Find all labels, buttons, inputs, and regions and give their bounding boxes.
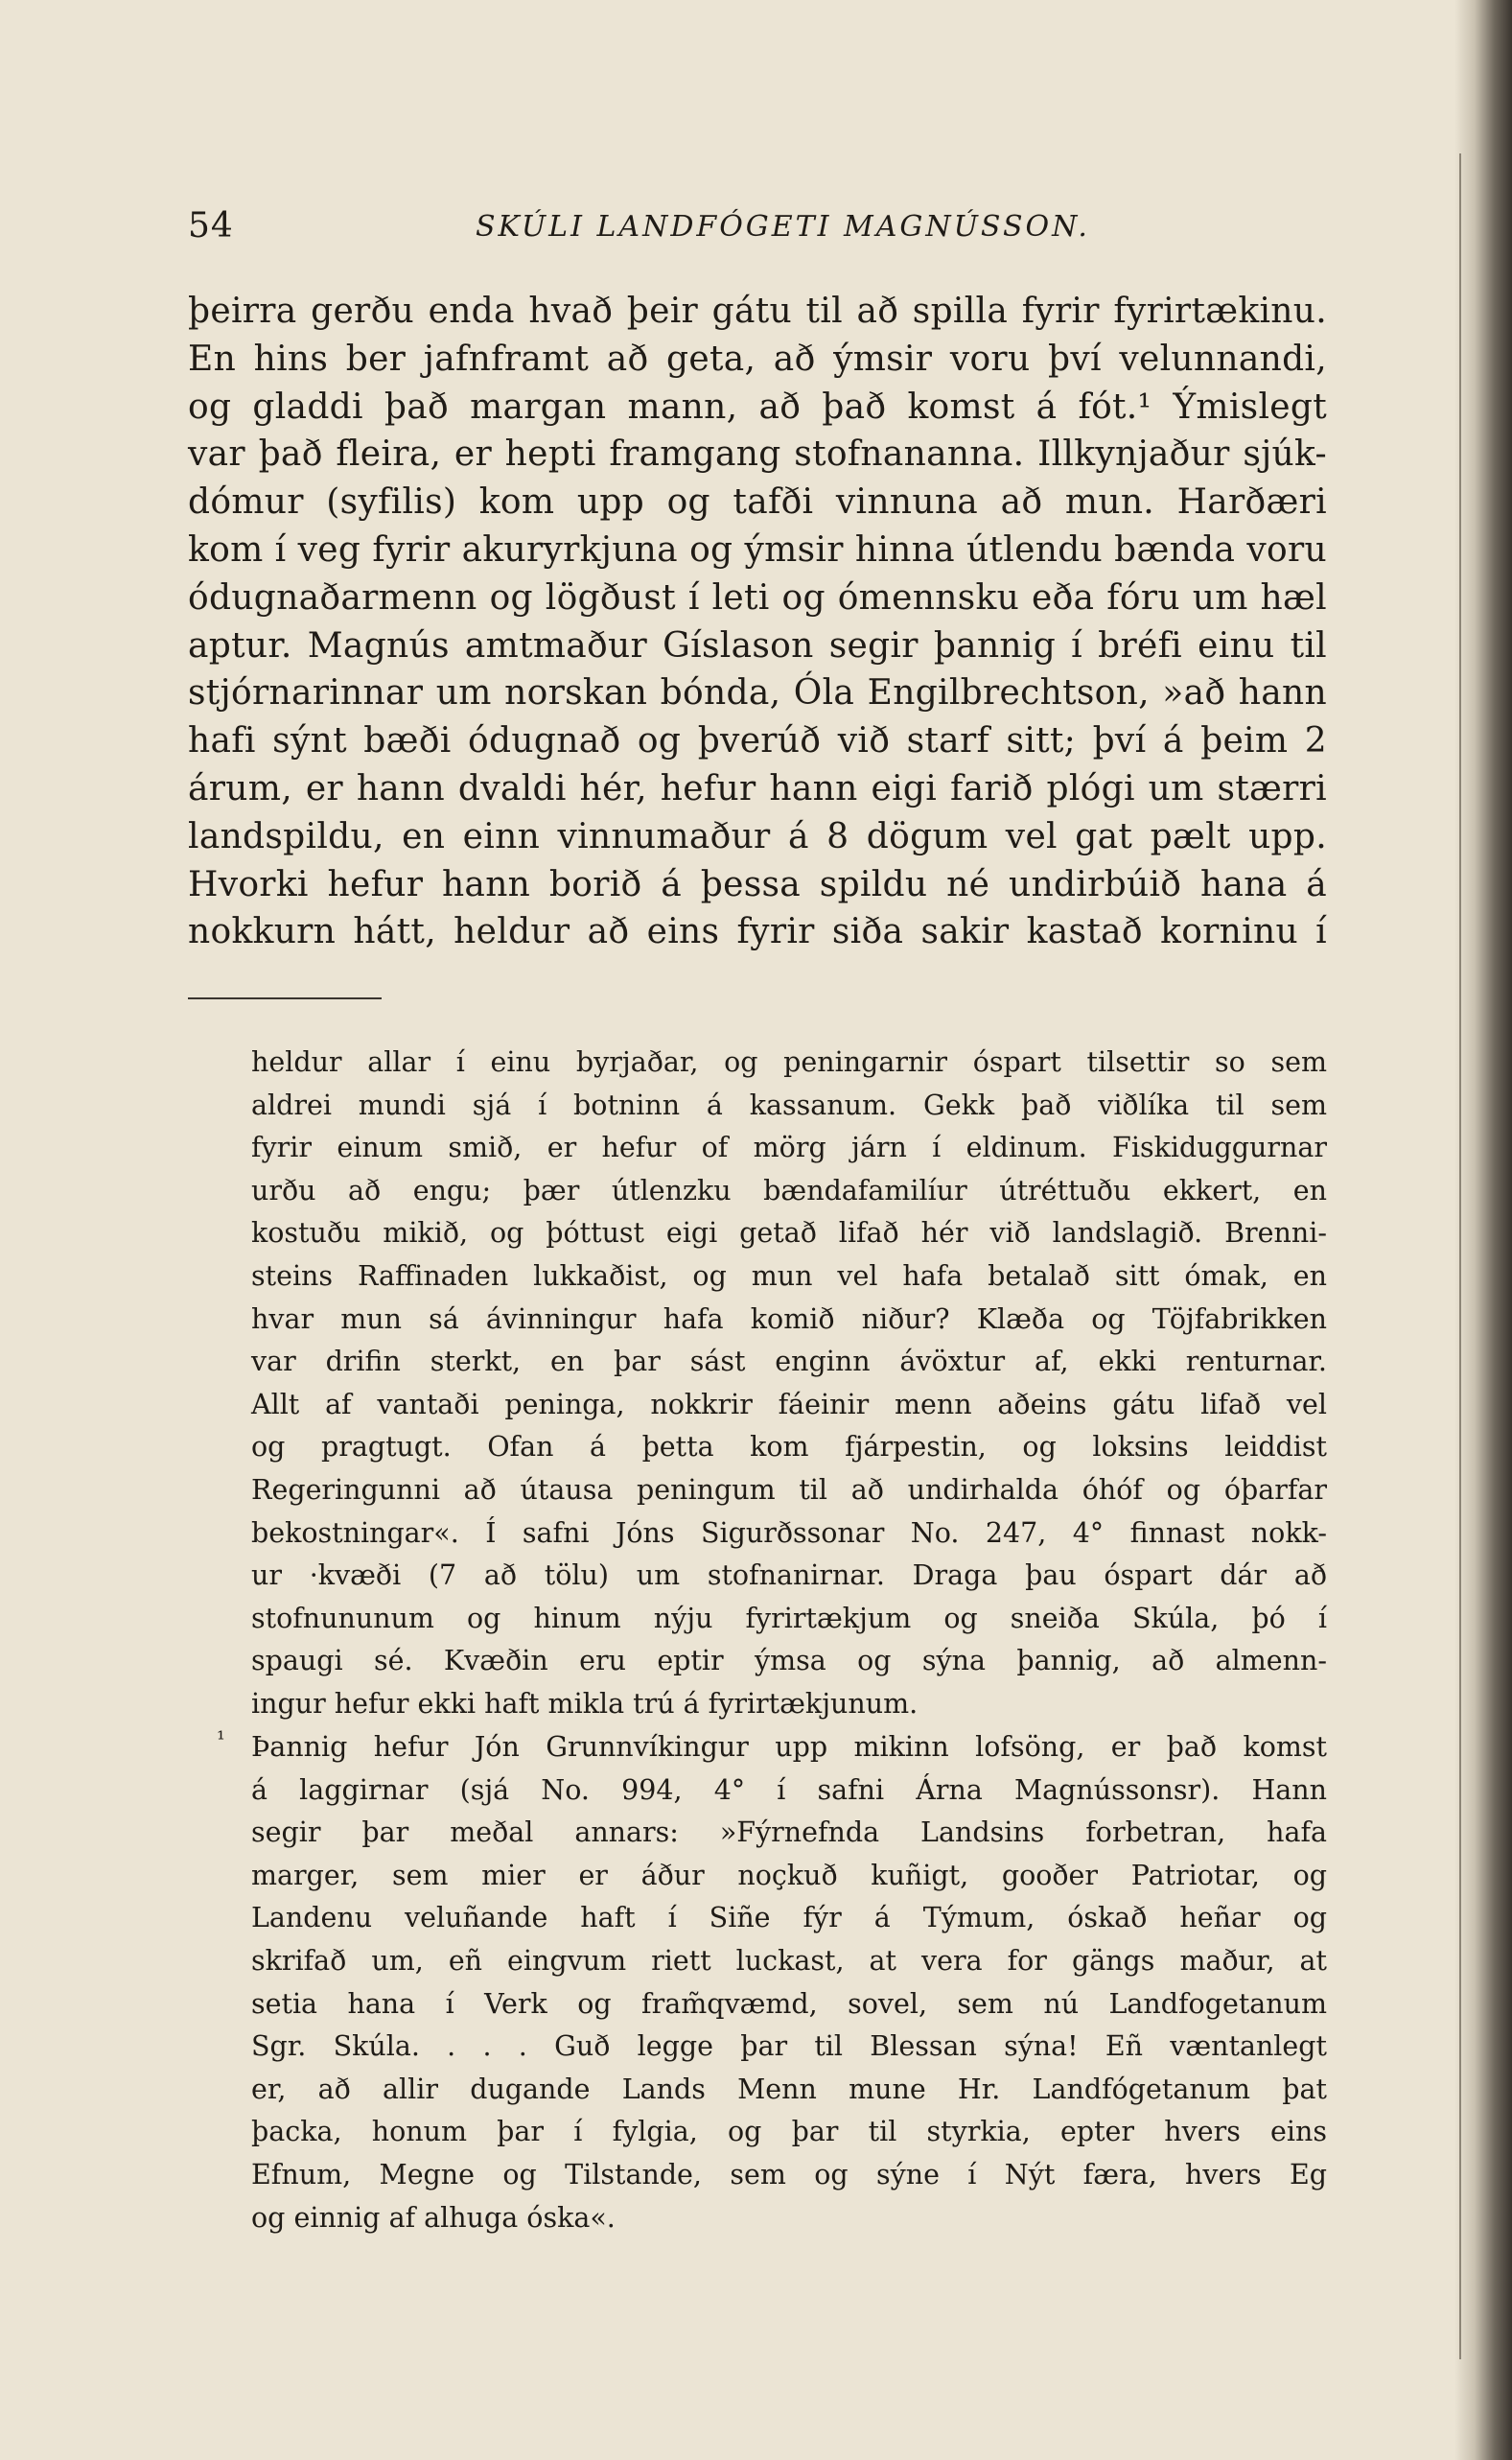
footnote-line: hvar mun sá ávinningur hafa komið niður? Klæða og Töjfabrikken (251, 1302, 1327, 1335)
footnote-line: fyrir einum smið, er hefur of mörg járn í eldinum. Fiskiduggurnar (251, 1132, 1327, 1164)
footnote-line: bekostningar«. Í safni Jóns Sigurðssonar No. 247, 4° finnast nokk- (251, 1516, 1327, 1549)
text-line: og gladdi það margan mann, að það komst á fót.¹ Ýmislegt (188, 387, 1327, 427)
footnote-1 (251, 1726, 1327, 2239)
book-spine-shadow (1454, 0, 1512, 2460)
footnote-line: marger, sem mier er áður noçkuð kuñigt, gooðer Patriotar, og (251, 1859, 1327, 1891)
footnote-line: og pragtugt. Ofan á þetta kom fjárpestin, og loksins leiddist (251, 1431, 1327, 1464)
footnote-line: ingur hefur ekki haft mikla trú á fyrirtækjunum. (251, 1687, 919, 1720)
footnote-line: skrifað um, eñ eingvum riett luckast, at vera for gängs maður, at (251, 1944, 1327, 1977)
footnote-line: Landenu veluñande haft í Siñe fýr á Týmum, óskað heñar og (251, 1902, 1327, 1934)
page-number: 54 (188, 206, 234, 246)
text-line: ódugnaðarmenn og lögðust í leti og ómennsku eða fóru um hæl (188, 577, 1327, 618)
page-edge-line (1459, 153, 1461, 2359)
text-line: var það fleira, er hepti framgang stofnananna. Illkynjaður sjúk- (188, 434, 1327, 475)
text-line: nokkurn hátt, heldur að eins fyrir siða sakir kastað korninu í (188, 912, 1327, 952)
text-line: landspildu, en einn vinnumaður á 8 dögum vel gat pælt upp. (188, 816, 1327, 856)
footnote-line: Þannig hefur Jón Grunnvíkingur upp mikinn lofsöng, er það komst (251, 1731, 1327, 1763)
footnote-line: steins Raffinaden lukkaðist, og mun vel hafa betalað sitt ómak, en (251, 1259, 1327, 1292)
footnote-line: spaugi sé. Kvæðin eru eptir ýmsa og sýna þannig, að almenn- (251, 1645, 1327, 1677)
footnote-separator (188, 997, 382, 999)
text-line: árum, er hann dvaldi hér, hefur hann eigi farið plógi um stærri (188, 768, 1327, 808)
footnote-line: þacka, honum þar í fylgia, og þar til styrkia, epter hvers eins (251, 2116, 1327, 2148)
footnote-line: heldur allar í einu byrjaðar, og peningarnir óspart tilsettir so sem (251, 1046, 1327, 1078)
footnote-line: segir þar meðal annars: »Fýrnefnda Landsins forbetran, hafa (251, 1816, 1327, 1849)
footnote-line: og einnig af alhuga óska«. (251, 2201, 616, 2234)
footnote-line: Efnum, Megne og Tilstande, sem og sýne í Nýt færa, hvers Eg (251, 2158, 1327, 2191)
text-line: kom í veg fyrir akuryrkjuna og ýmsir hinna útlendu bænda voru (188, 529, 1327, 570)
footnote-marker: ¹ (217, 1728, 225, 1752)
footnote-line: Regeringunni að útausa peningum til að undirhalda óhóf og óþarfar (251, 1473, 1327, 1506)
footnote-line: á laggirnar (sjá No. 994, 4° í safni Árna Magnússonsr). Hann (251, 1773, 1327, 1806)
text-line: stjórnarinnar um norskan bónda, Óla Engilbrechtson, »að hann (188, 673, 1327, 714)
footnote-line: kostuðu mikið, og þóttust eigi getað lifað hér við landslagið. Brenni- (251, 1217, 1327, 1250)
footnote-line: er, að allir dugande Lands Menn mune Hr. Landfógetanum þat (251, 2073, 1327, 2105)
footnote-line: stofnununum og hinum nýju fyrirtækjum og sneiða Skúla, þó í (251, 1602, 1327, 1634)
footnote-line: urðu að engu; þær útlenzku bændafamilíur útréttuðu ekkert, en (251, 1174, 1327, 1207)
running-title: SKÚLI LANDFÓGETI MAGNÚSSON. (476, 210, 1090, 244)
footnote-line: Sgr. Skúla. . . . Guð legge þar til Blessan sýna! Eñ væntanlegt (251, 2030, 1327, 2063)
footnote-line: setia hana í Verk og fram̃qvæmd, sovel, sem nú Landfogetanum (251, 1987, 1327, 2020)
footnote-line: ur ·kvæði (7 að tölu) um stofnanirnar. Draga þau óspart dár að (251, 1559, 1327, 1592)
text-line: hafi sýnt bæði ódugnað og þverúð við starf sitt; því á þeim 2 (188, 721, 1327, 761)
footnote-line: Allt af vantaði peninga, nokkrir fáeinir menn aðeins gátu lifað vel (251, 1388, 1327, 1420)
text-line: aptur. Magnús amtmaður Gíslason segir þannig í bréfi einu til (188, 625, 1327, 666)
text-line: Hvorki hefur hann borið á þessa spildu né undirbúið hana á (188, 864, 1327, 904)
text-line: En hins ber jafnframt að geta, að ýmsir voru því velunnandi, (188, 339, 1327, 379)
footnote-continued (251, 1042, 1327, 1726)
page-header (188, 206, 1353, 260)
footnote-line: var drifin sterkt, en þar sást enginn ávöxtur af, ekki renturnar. (251, 1346, 1327, 1378)
text-line: þeirra gerðu enda hvað þeir gátu til að spilla fyrir fyrirtækinu. (188, 292, 1327, 331)
main-text (188, 288, 1327, 956)
footnote-line: aldrei mundi sjá í botninn á kassanum. Gekk það viðlíka til sem (251, 1089, 1327, 1121)
text-line: dómur (syfilis) kom upp og tafði vinnuna að mun. Harðæri (188, 482, 1327, 523)
